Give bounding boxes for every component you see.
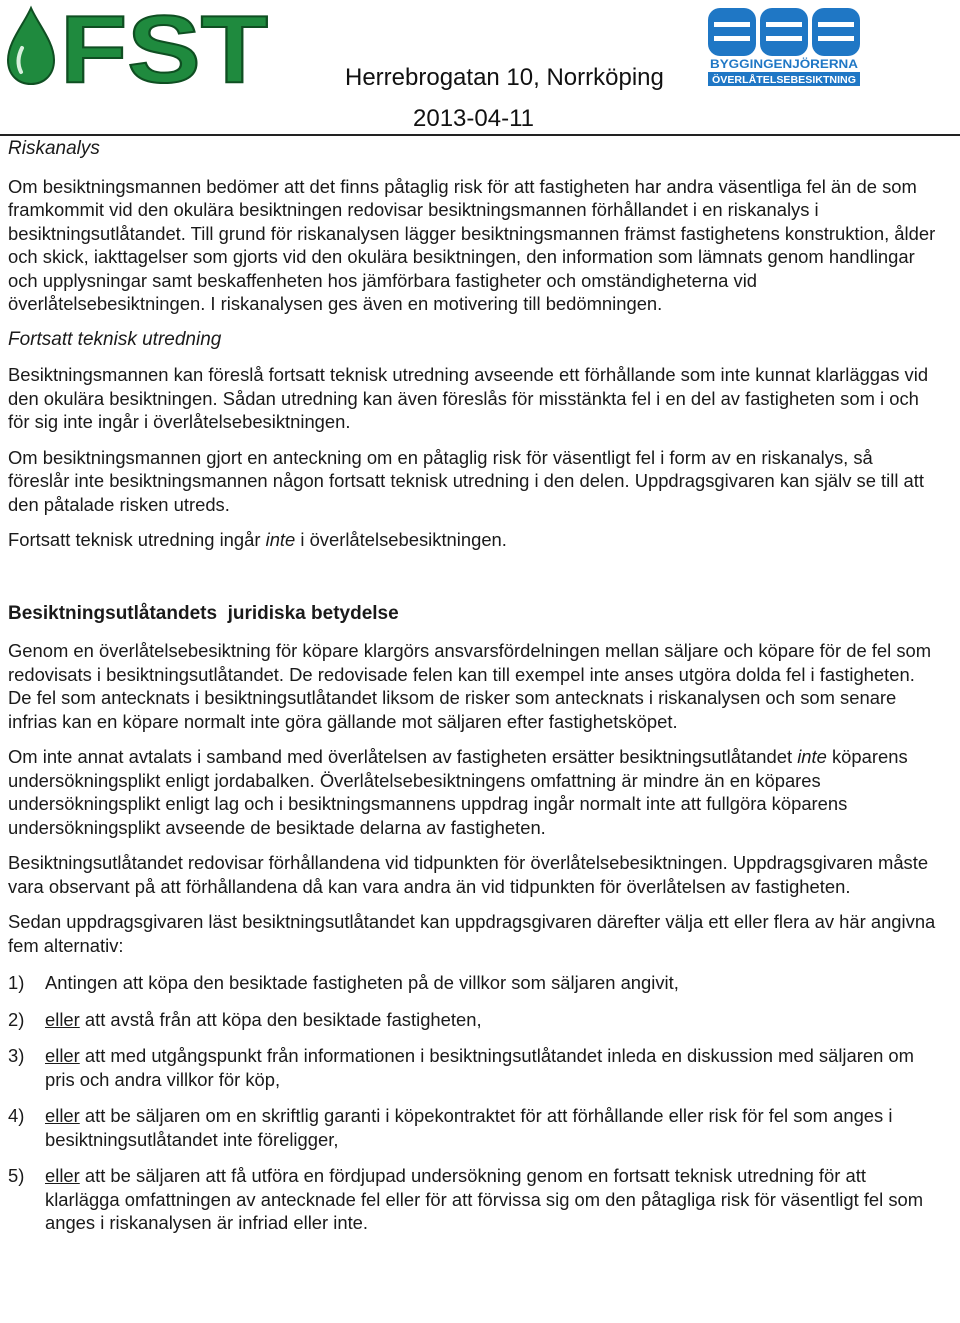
list-item: 5) eller att be säljaren att få utföra en fördjupad undersökning genom en fortsatt teknisk utredning för att klarlägga omfattningen av antecknade fel eller för att förvissa sig om den påtagliga risk för väsentligt fel som anges i riskanalysen är infriad eller inte. xyxy=(8,1165,924,1233)
list-item: 3) eller att med utgångspunkt från informationen i besiktningsutlåtandet inleda en diskussion med säljaren om pris och andra villkor för köp, xyxy=(8,1045,914,1090)
sbr-logo-line2: ÖVERLÅTELSEBESIKTNING xyxy=(712,75,848,86)
heading-fortsatt-teknisk-utredning: Fortsatt teknisk utredning xyxy=(8,328,222,350)
paragraph-fortsatt-1: Besiktningsmannen kan föreslå fortsatt teknisk utredning avseende ett förhållande som inte kunnat klarläggas vid den okulära besiktningen. Sådan utredning kan även föreslås för misstänkta fel i en del av fastigheten som i och för sig inte ingår i överlåtelsebesiktningen. xyxy=(8,364,929,432)
list-item: 2) eller att avstå från att köpa den besiktade fastigheten, xyxy=(8,1008,482,1030)
heading-juridiska-betydelse: Besiktningsutlåtandets juridiska betydelse xyxy=(8,602,399,624)
paragraph-riskanalys: Om besiktningsmannen bedömer att det finns påtaglig risk för att fastigheten har andra väsentliga fel än de som framkommit vid den okulära besiktningen redovisar besiktningsmannen förhållandet i en riskanalys i besiktningsutlåtandet. Till grund för riskanalysen lägger besiktningsmannen främst fastighetens konstruktion, ålder och skick, iakttagelser som gjorts vid den okulära besiktningen, den information som lämnats genom handlingar och upplysningar samt beskaffenheten hos jämförbara fastigheter och omständigheterna vid överlåtelsebesiktningen. I riskanalysen ges även en motivering till bedömningen. xyxy=(8,175,936,314)
paragraph-juridiska-4: Sedan uppdragsgivaren läst besiktningsutlåtandet kan uppdragsgivaren därefter välja ett eller flera av här angivna fem alternativ: xyxy=(8,911,936,956)
heading-riskanalys: Riskanalys xyxy=(8,138,100,159)
sbr-logo-line1: BYGGINGENJÖRERNA xyxy=(710,59,837,71)
property-address: Herrebrogatan 10, Norrköping xyxy=(345,64,664,91)
document-body xyxy=(8,136,938,1235)
fst-logo-text: FST xyxy=(60,4,268,88)
paragraph-juridiska-2: Om inte annat avtalats i samband med överlåtelsen av fastigheten ersätter besiktningsutlåtandet inte köparens undersökningsplikt enligt jordabalken. Överlåtelsebesiktningens omfattning är mindre än en köpares undersökningsplikt enligt lag och i besiktningsmannens uppdrag ingår normalt inte att fullgöra köparens undersökningsplikt avseende de besiktade delarna av fastigheten. xyxy=(8,746,908,838)
report-date: 2013-04-11 xyxy=(413,105,534,132)
list-item: 4) eller att be säljaren om en skriftlig garanti i köpekontraktet för att förhållande eller risk för fel som anges i besiktningsutlåtandet inte föreligger, xyxy=(8,1105,893,1150)
paragraph-juridiska-3: Besiktningsutlåtandet redovisar förhållandena vid tidpunkten för överlåtelsebesiktningen. Uppdragsgivaren måste vara observant på att förhållandena då kan vara andra än vid tidpunkten för överlåtelsen av fastigheten. xyxy=(8,852,929,897)
water-drop-icon xyxy=(8,8,54,84)
paragraph-fortsatt-2: Om besiktningsmannen gjort en anteckning om en påtaglig risk för väsentligt fel i form av en riskanalys, så föreslår inte besiktningsmannen någon fortsatt teknisk utredning i den delen. Uppdragsgivaren kan själv se till att den påtalade risken utreds. xyxy=(8,446,924,515)
paragraph-fortsatt-3: Fortsatt teknisk utredning ingår inte i överlåtelsebesiktningen. xyxy=(8,529,507,550)
sbr-logo xyxy=(708,8,860,88)
fst-logo xyxy=(2,4,272,88)
page-header xyxy=(0,0,960,136)
list-item: 1) Antingen att köpa den besiktade fastigheten på de villkor som säljaren angivit, xyxy=(8,972,679,993)
alternatives-list xyxy=(8,971,938,1235)
paragraph-juridiska-1: Genom en överlåtelsebesiktning för köpare klargörs ansvarsfördelningen mellan säljare och köpare för de fel som redovisats i besiktningsutlåtandet. De redovisade felen kan till exempel inte anses utgöra dolda fel i fastigheten. De fel som antecknats i besiktningsutlåtandet liksom de risker som antecknats i riskanalysen och som senare infrias kan en köpare normalt inte göra gällande mot säljaren efter fastighetsköpet. xyxy=(8,640,932,732)
